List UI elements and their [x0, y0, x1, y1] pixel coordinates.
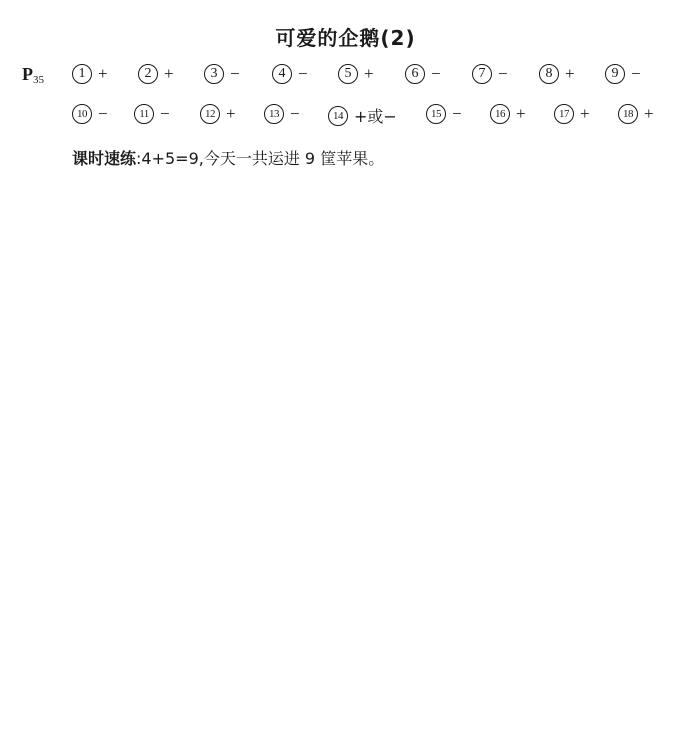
question-number: 4: [272, 64, 292, 84]
answer-item: [554, 104, 590, 124]
answer-item: [72, 104, 108, 124]
question-number: 8: [539, 64, 559, 84]
question-number: 17: [554, 104, 574, 124]
answer-sign: +: [98, 64, 108, 83]
answer-item: [138, 64, 174, 84]
question-number: 5: [338, 64, 358, 84]
answer-sign: −: [631, 64, 641, 83]
answer-sign: −: [498, 64, 508, 83]
answer-item: [204, 64, 240, 84]
practice-label: 课时速练: [72, 149, 137, 168]
answer-item: [472, 64, 508, 84]
practice-section: [72, 146, 384, 169]
question-number: 7: [472, 64, 492, 84]
answer-sign: +: [580, 104, 590, 123]
answer-item: [134, 104, 170, 124]
page-prefix: P: [22, 64, 33, 84]
page-title: 可爱的企鹅(2): [275, 26, 416, 50]
question-number: 12: [200, 104, 220, 124]
answer-item: [405, 64, 441, 84]
answer-item: [72, 64, 108, 84]
practice-answer: :4+5=9,今天一共运进 9 筐苹果。: [136, 149, 385, 168]
answer-sign: +或−: [354, 107, 397, 126]
question-number: 13: [264, 104, 284, 124]
answer-item: [539, 64, 575, 84]
answer-sign: +: [226, 104, 236, 123]
answer-sign: +: [644, 104, 654, 123]
answer-sign: −: [298, 64, 308, 83]
question-number: 10: [72, 104, 92, 124]
answer-item: [490, 104, 526, 124]
page-number: 35: [33, 74, 44, 86]
question-number: 2: [138, 64, 158, 84]
answer-sign: −: [98, 104, 108, 123]
answer-sign: +: [565, 64, 575, 83]
answer-item: [264, 104, 300, 124]
question-number: 1: [72, 64, 92, 84]
answer-item: [328, 104, 397, 127]
answer-sign: +: [364, 64, 374, 83]
question-number: 6: [405, 64, 425, 84]
answer-item: [272, 64, 308, 84]
question-number: 18: [618, 104, 638, 124]
answer-sign: −: [160, 104, 170, 123]
answer-sign: +: [516, 104, 526, 123]
answer-item: [605, 64, 641, 84]
answer-sign: −: [290, 104, 300, 123]
answer-sign: −: [452, 104, 462, 123]
page-number-label: [22, 64, 44, 86]
answer-item: [618, 104, 654, 124]
question-number: 15: [426, 104, 446, 124]
question-number: 3: [204, 64, 224, 84]
question-number: 11: [134, 104, 154, 124]
answer-item: [426, 104, 462, 124]
answer-sign: +: [164, 64, 174, 83]
answer-item: [200, 104, 236, 124]
answer-sign: −: [230, 64, 240, 83]
question-number: 16: [490, 104, 510, 124]
question-number: 14: [328, 106, 348, 126]
question-number: 9: [605, 64, 625, 84]
answer-item: [338, 64, 374, 84]
answer-sign: −: [431, 64, 441, 83]
